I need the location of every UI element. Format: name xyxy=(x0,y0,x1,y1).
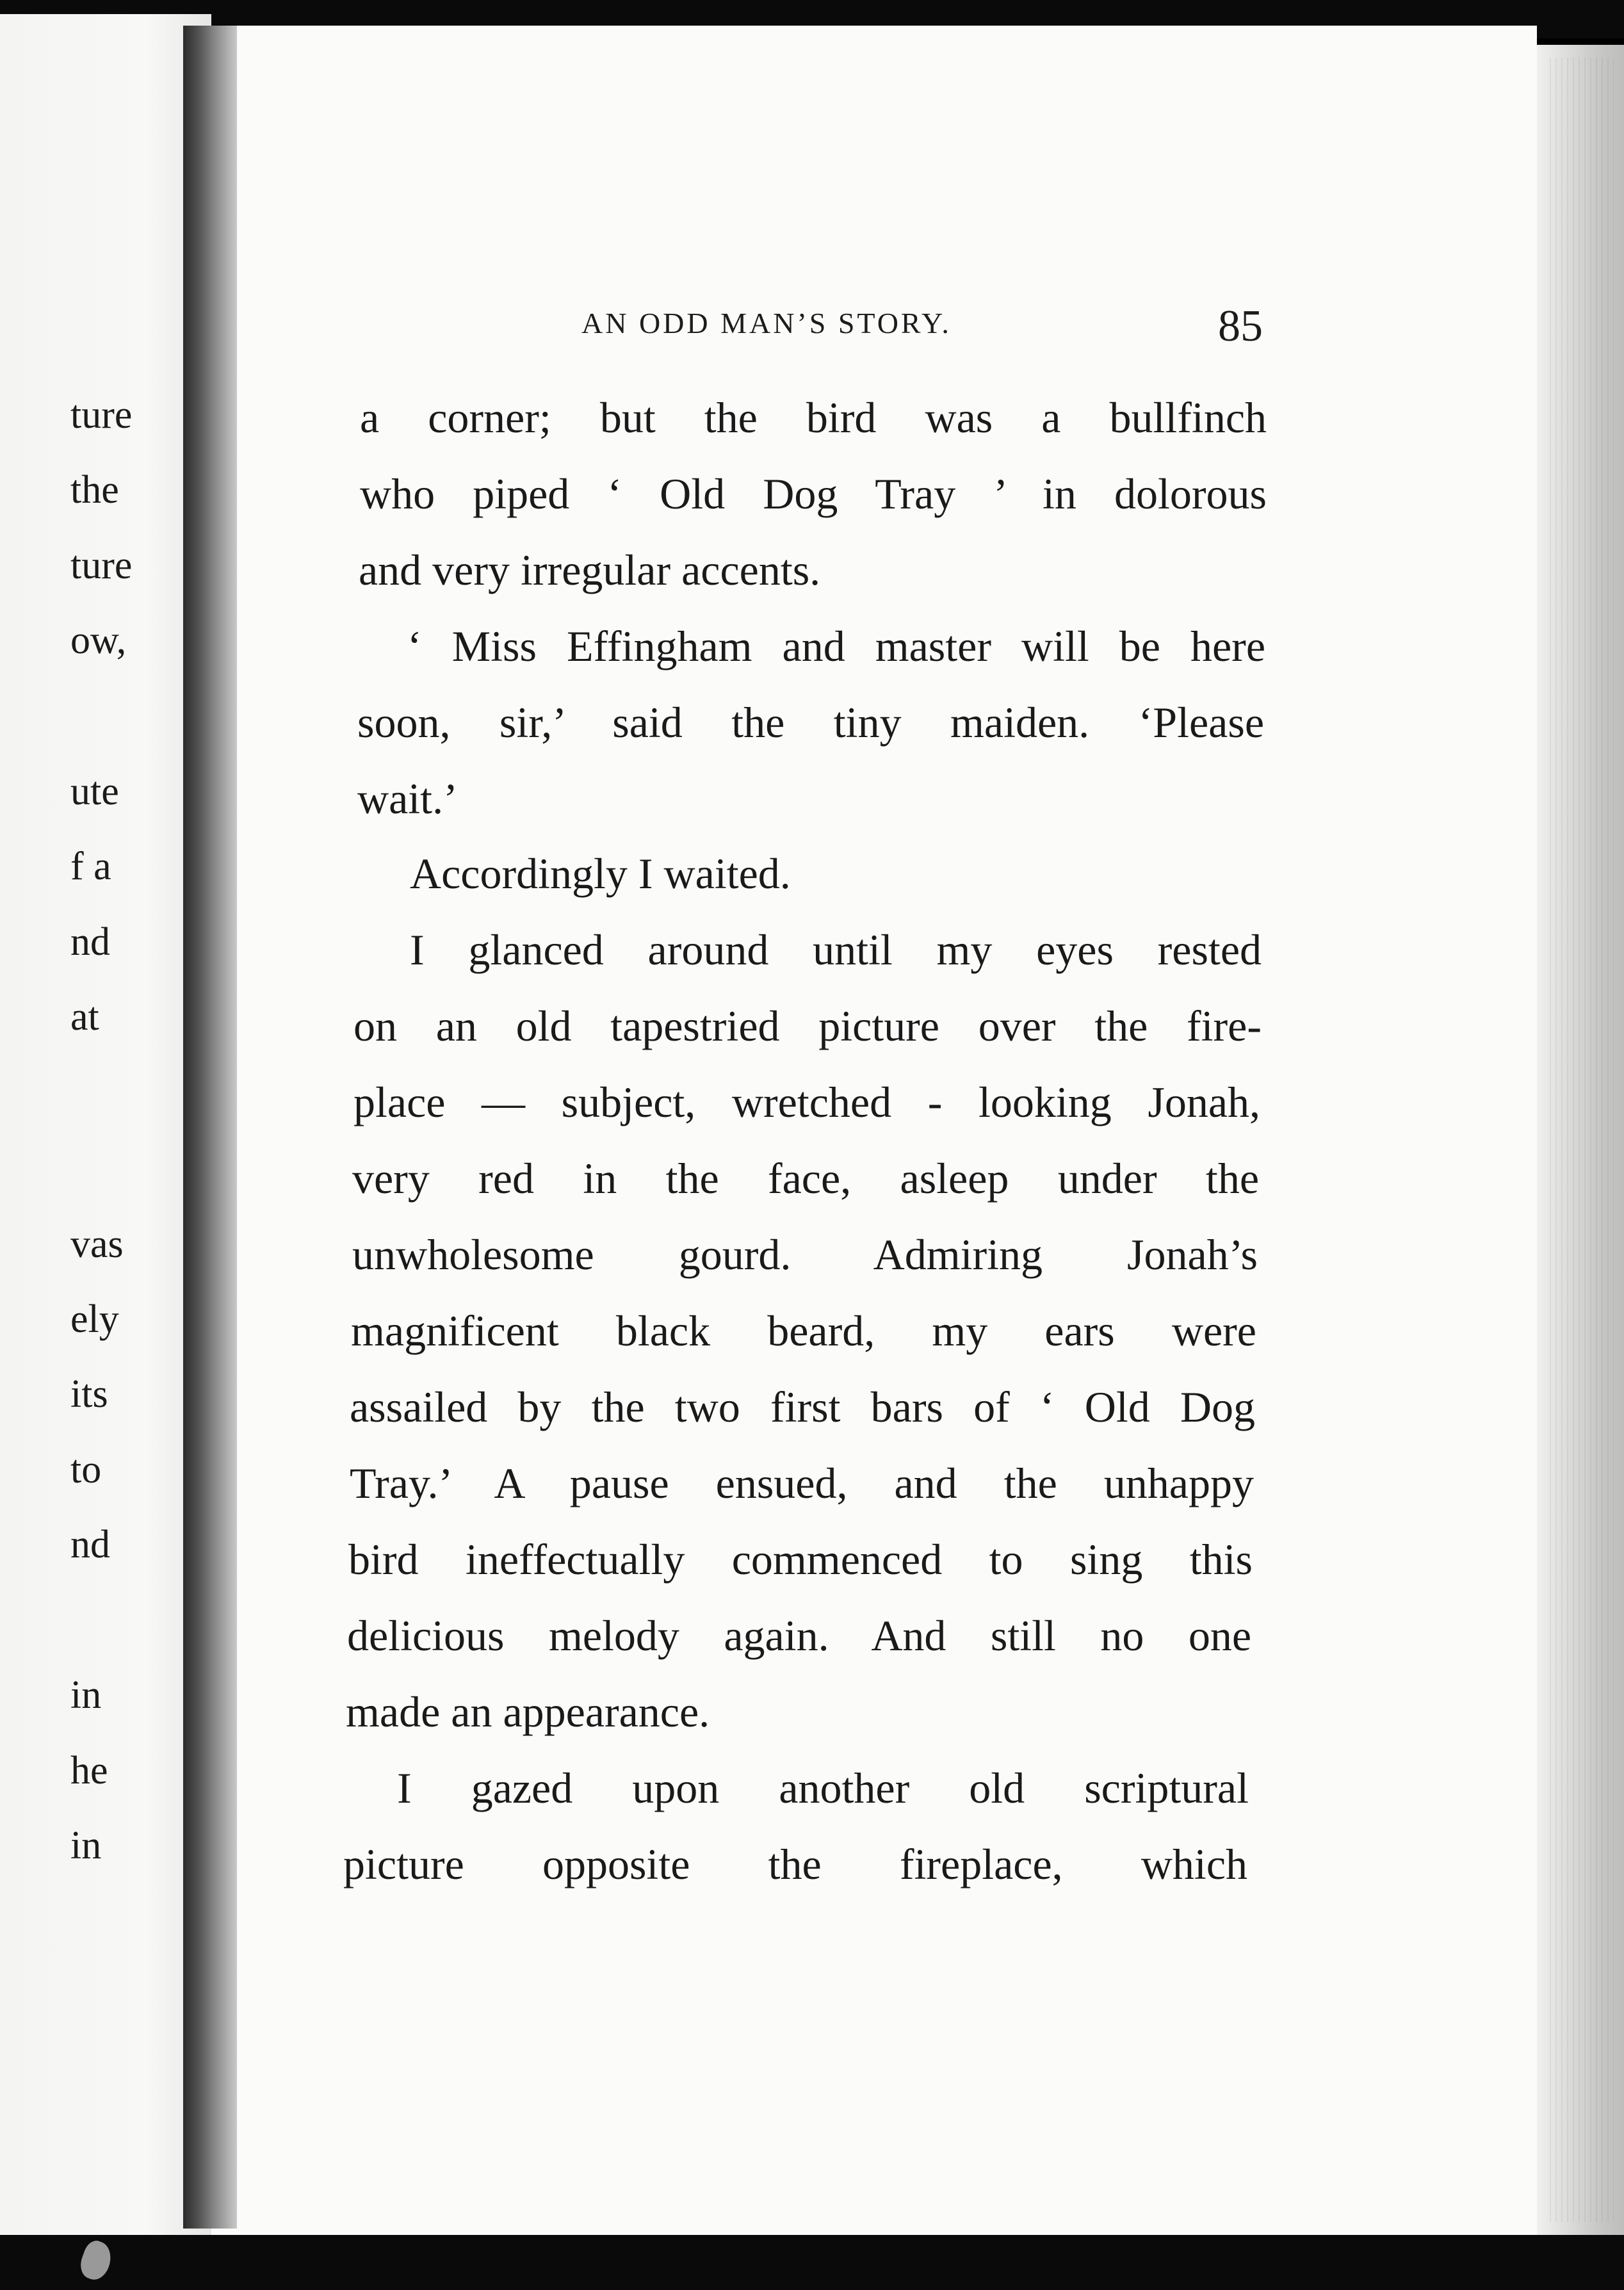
text-line: unwholesome gourd. Admiring Jonah’s xyxy=(352,1230,1258,1279)
page-number: 85 xyxy=(1218,302,1263,351)
left-fragment: vas xyxy=(70,1222,124,1266)
text-line: picture opposite the fireplace, which xyxy=(343,1840,1247,1888)
scan-border-bottom xyxy=(0,2235,1624,2290)
left-fragment: ture xyxy=(70,393,133,437)
text-line: place — subject, wretched - looking Jonah, xyxy=(353,1078,1260,1126)
text-line: who piped ‘ Old Dog Tray ’ in dolorous xyxy=(360,469,1267,518)
text-line: a corner; but the bird was a bullfinch xyxy=(360,393,1267,442)
left-fragment: he xyxy=(70,1749,108,1792)
left-fragment: ture xyxy=(70,544,133,587)
text-line: assailed by the two first bars of ‘ Old Dog xyxy=(350,1383,1255,1431)
left-fragment: nd xyxy=(70,1523,110,1566)
left-fragment: its xyxy=(70,1372,108,1416)
left-fragment: to xyxy=(70,1448,102,1491)
text-line: I gazed upon another old scriptural xyxy=(397,1764,1249,1812)
text-line: soon, sir,’ said the tiny maiden. ‘Please xyxy=(357,698,1264,747)
text-line: made an appearance. xyxy=(346,1687,710,1736)
page-edge-texture xyxy=(1550,58,1614,2222)
left-fragment: in xyxy=(70,1673,102,1717)
text-line: bird ineffectually commenced to sing this xyxy=(348,1535,1253,1584)
left-fragment: ute xyxy=(70,770,119,813)
text-line: I glanced around until my eyes rested xyxy=(410,925,1262,974)
left-fragment: the xyxy=(70,468,119,512)
left-facing-page xyxy=(0,14,211,2236)
text-line: magnificent black beard, my ears were xyxy=(351,1306,1256,1355)
left-fragment: nd xyxy=(70,920,110,964)
book-page xyxy=(211,26,1537,2254)
left-fragment: f a xyxy=(70,845,111,888)
book-gutter xyxy=(183,26,237,2229)
running-head: AN ODD MAN’S STORY. xyxy=(581,307,952,339)
text-line: Tray.’ A pause ensued, and the unhappy xyxy=(350,1459,1254,1507)
text-line: on an old tapestried picture over the fire- xyxy=(353,1002,1262,1050)
text-line: delicious melody again. And still no one xyxy=(347,1611,1251,1660)
text-line: and very irregular accents. xyxy=(359,546,821,594)
text-line: wait.’ xyxy=(357,774,458,823)
text-line: very red in the face, asleep under the xyxy=(352,1154,1259,1203)
left-fragment: at xyxy=(70,995,99,1039)
left-fragment: ow, xyxy=(70,619,127,662)
left-fragment: ely xyxy=(70,1297,119,1341)
text-line: Accordingly I waited. xyxy=(410,849,791,898)
text-line: ‘ Miss Effingham and master will be here xyxy=(407,622,1265,670)
left-fragment: in xyxy=(70,1824,102,1867)
